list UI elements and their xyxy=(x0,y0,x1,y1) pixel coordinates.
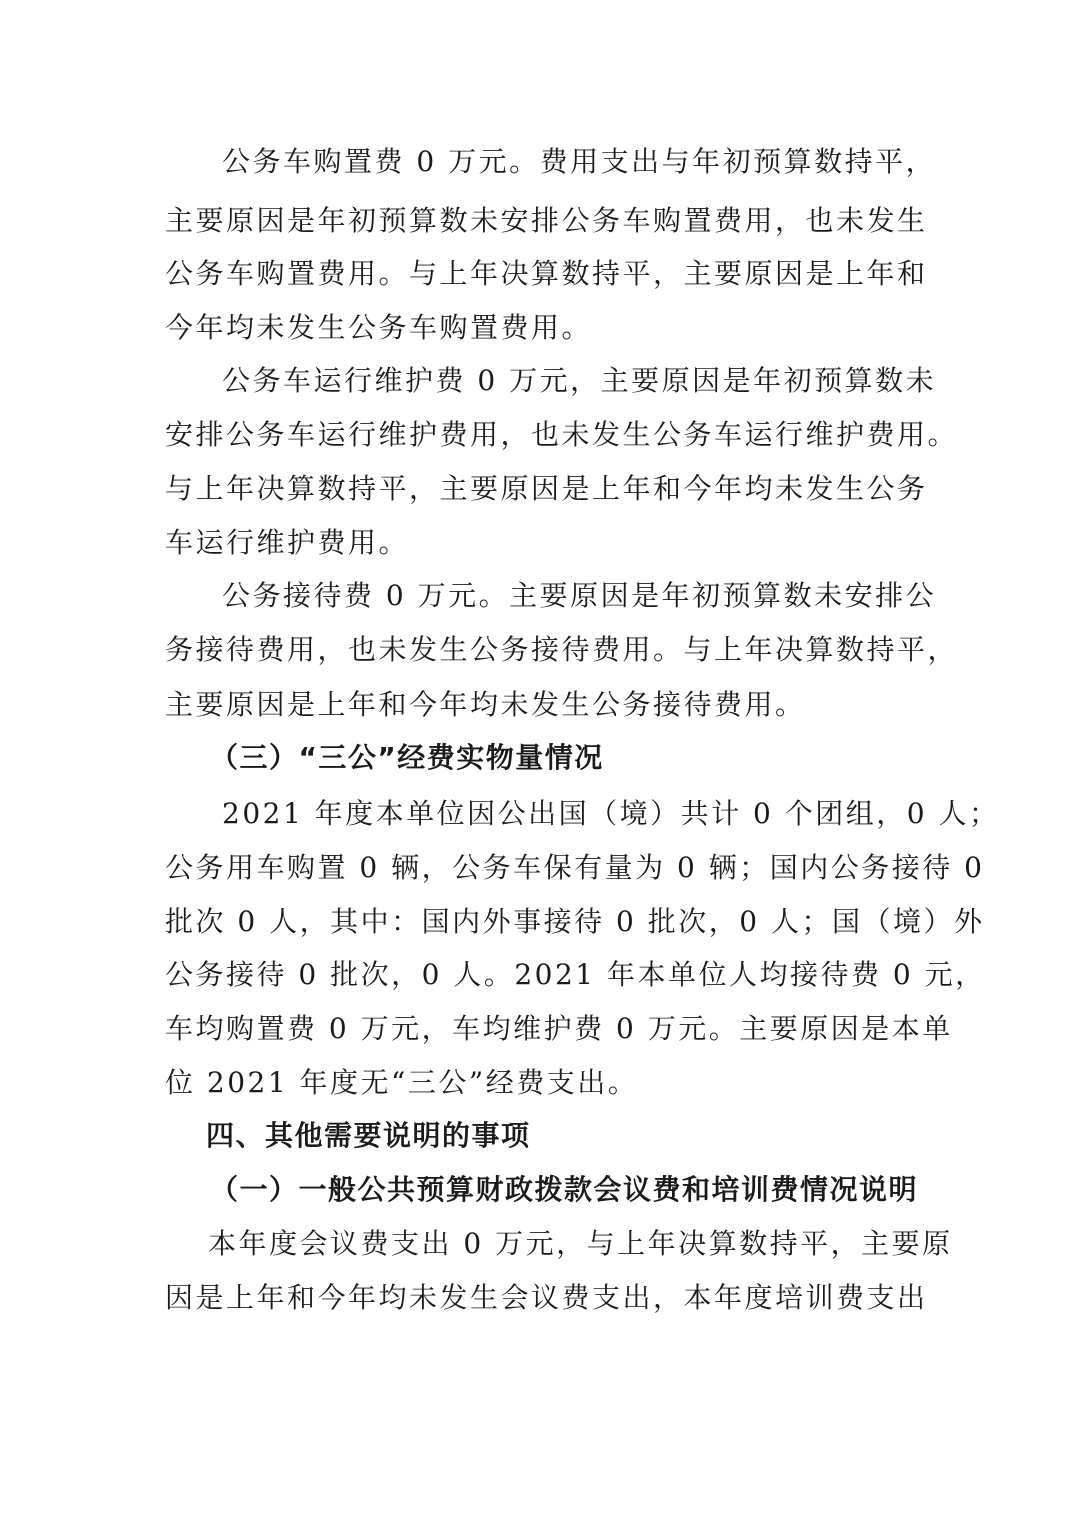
paragraph-line: 安排公务车运行维护费用，也未发生公务车运行维护费用。 xyxy=(165,418,959,451)
paragraph-line: 公务用车购置 0 辆，公务车保有量为 0 辆；国内公务接待 0 xyxy=(165,851,985,884)
paragraph-line: 位 2021 年度无“三公”经费支出。 xyxy=(165,1066,639,1099)
section-heading: 四、其他需要说明的事项 xyxy=(206,1119,531,1152)
paragraph-line: 车均购置费 0 万元，车均维护费 0 万元。主要原因是本单 xyxy=(165,1012,953,1045)
section-heading: （一）一般公共预算财政拨款会议费和培训费情况说明 xyxy=(210,1173,919,1206)
paragraph-line: 公务车购置费用。与上年决算数持平，主要原因是上年和 xyxy=(165,257,928,290)
paragraph-line: 主要原因是年初预算数未安排公务车购置费用，也未发生 xyxy=(165,204,928,237)
paragraph-line: 批次 0 人，其中：国内外事接待 0 批次，0 人；国（境）外 xyxy=(165,905,985,938)
section-heading: （三）“三公”经费实物量情况 xyxy=(210,741,604,774)
paragraph-line: 车运行维护费用。 xyxy=(165,526,410,559)
paragraph-line: 务接待费用，也未发生公务接待费用。与上年决算数持平， xyxy=(165,633,959,666)
paragraph-line: 与上年决算数持平，主要原因是上年和今年均未发生公务 xyxy=(165,472,928,505)
paragraph-line: 主要原因是上年和今年均未发生公务接待费用。 xyxy=(165,688,806,721)
paragraph-line: 今年均未发生公务车购置费用。 xyxy=(165,311,593,344)
paragraph-line: 因是上年和今年均未发生会议费支出，本年度培训费支出 xyxy=(165,1281,928,1314)
paragraph-line: 公务接待费 0 万元。主要原因是年初预算数未安排公 xyxy=(222,579,937,612)
paragraph-line: 本年度会议费支出 0 万元，与上年决算数持平，主要原 xyxy=(208,1227,953,1260)
paragraph-line: 公务接待 0 批次，0 人。2021 年本单位人均接待费 0 元， xyxy=(165,958,986,991)
paragraph-line: 公务车运行维护费 0 万元，主要原因是年初预算数未 xyxy=(222,364,937,397)
paragraph-line: 2021 年度本单位因公出国（境）共计 0 个团组，0 人； xyxy=(222,797,1000,830)
paragraph-line: 公务车购置费 0 万元。费用支出与年初预算数持平， xyxy=(222,145,937,178)
